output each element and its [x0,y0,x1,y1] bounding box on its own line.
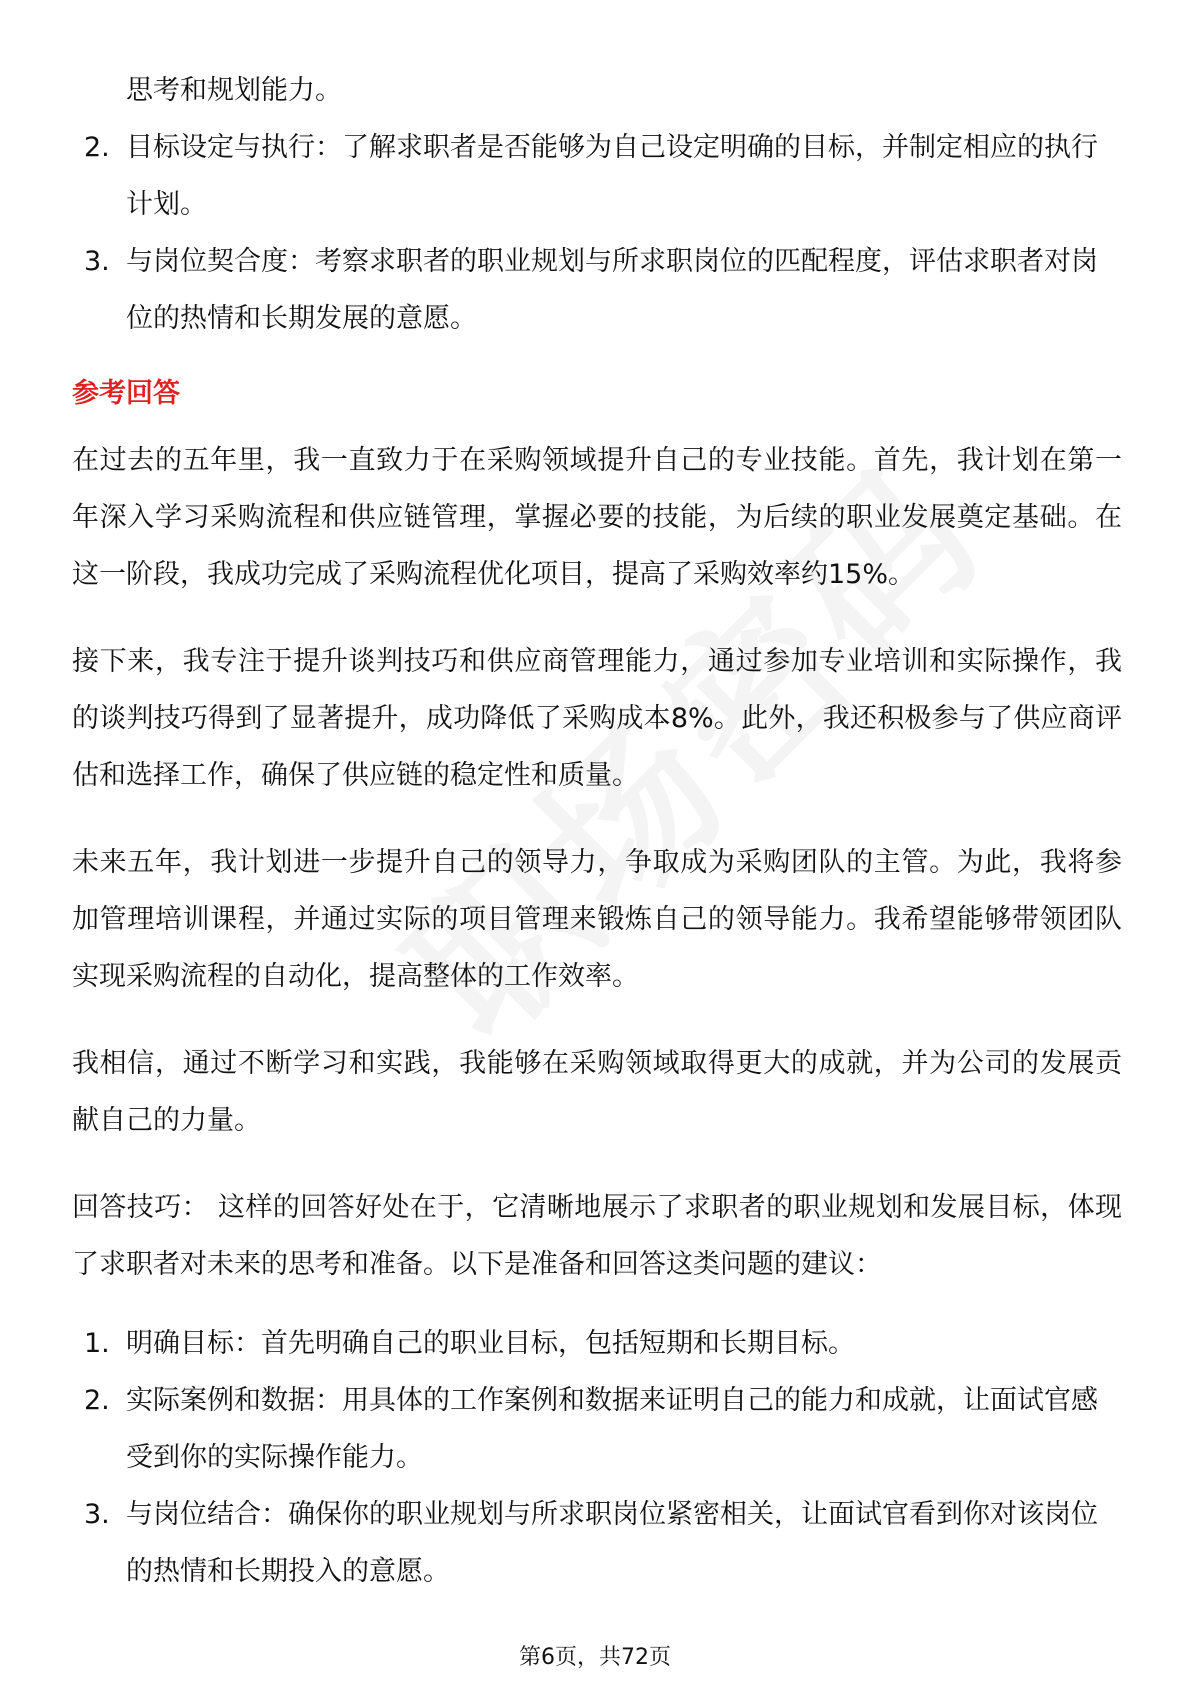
list-item-text: 与岗位结合：确保你的职业规划与所求职岗位紧密相关，让面试官看到你对该岗位的热情和长期投入的意愿。 [126,1499,1098,1587]
document-body [72,62,1122,1600]
section-heading: 参考回答 [72,378,180,409]
list-number: 3. [84,1499,110,1530]
list-item-text: 与岗位契合度：考察求职者的职业规划与所求职岗位的匹配程度，评估求职者对岗位的热情和长期发展的意愿。 [126,246,1098,334]
list-item-text: 明确目标：首先明确自己的职业目标，包括短期和长期目标。 [126,1328,855,1359]
list-number: 2. [84,1385,110,1416]
list-item [72,119,1122,233]
tips-intro-paragraph: 回答技巧： 这样的回答好处在于，它清晰地展示了求职者的职业规划和发展目标，体现了求职者对未来的思考和准备。以下是准备和回答这类问题的建议： [72,1192,1122,1280]
list-item [72,1486,1122,1600]
answer-paragraph: 我相信，通过不断学习和实践，我能够在采购领域取得更大的成就，并为公司的发展贡献自己的力量。 [72,1048,1122,1136]
page-footer: 第6页，共72页 [519,1645,671,1670]
answer-paragraph: 在过去的五年里，我一直致力于在采购领域提升自己的专业技能。首先，我计划在第一年深入学习采购流程和供应链管理，掌握必要的技能，为后续的职业发展奠定基础。在这一阶段，我成功完成了采购流程优化项目，提高了采购效率约15%。 [72,445,1122,590]
list-item-text: 目标设定与执行：了解求职者是否能够为自己设定明确的目标，并制定相应的执行计划。 [126,132,1098,220]
tips-list [72,1315,1122,1600]
list-number: 2. [84,132,110,163]
list-number: 1. [84,1328,110,1359]
evaluation-points-list [72,119,1122,347]
list-item [72,1315,1122,1372]
answer-paragraph: 接下来，我专注于提升谈判技巧和供应商管理能力，通过参加专业培训和实际操作，我的谈判技巧得到了显著提升，成功降低了采购成本8%。此外，我还积极参与了供应商评估和选择工作，确保了供应链的稳定性和质量。 [72,646,1122,791]
list-item-text: 实际案例和数据：用具体的工作案例和数据来证明自己的能力和成就，让面试官感受到你的实际操作能力。 [126,1385,1098,1473]
list-number: 3. [84,246,110,277]
list-item [72,1372,1122,1486]
list-item [72,233,1122,347]
list-item-continuation: 思考和规划能力。 [126,75,342,106]
answer-paragraph: 未来五年，我计划进一步提升自己的领导力，争取成为采购团队的主管。为此，我将参加管理培训课程，并通过实际的项目管理来锻炼自己的领导能力。我希望能够带领团队实现采购流程的自动化，提高整体的工作效率。 [72,847,1122,992]
